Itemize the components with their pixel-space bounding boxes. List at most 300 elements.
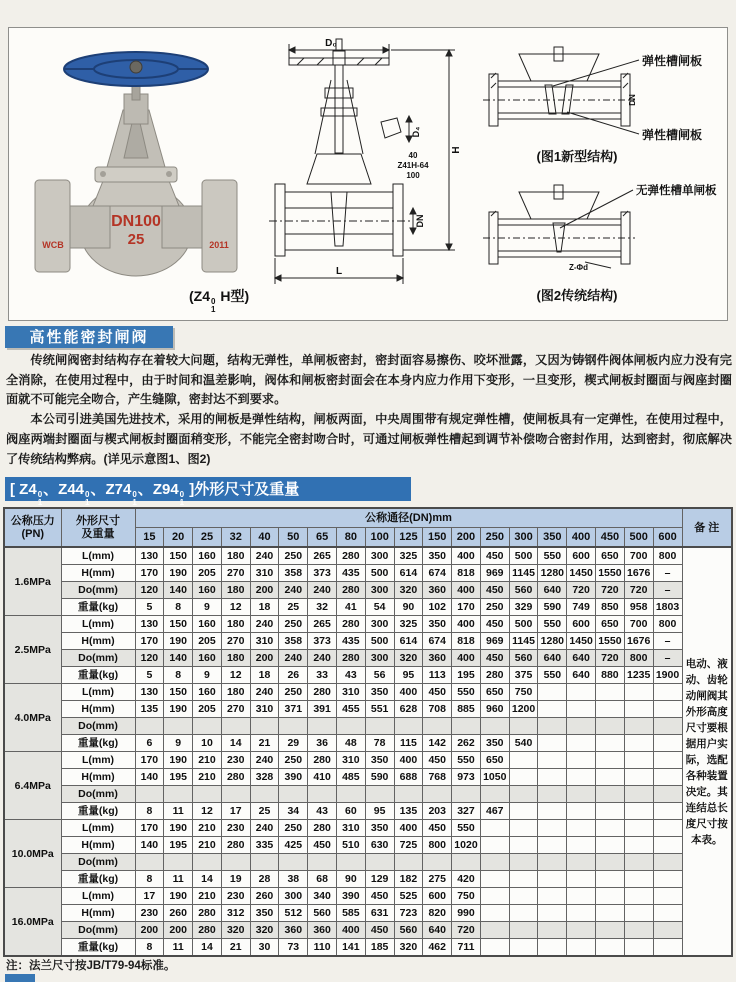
- paragraph-2: 本公司引进美国先进技术，采用的闸板是弹性结构，闸板两面，中央周围带有规定弹性槽，使闸板具有一定弹性，在使用过程中，阀座两端封圈面与楔式闸板封圈面稍变形，不能完全密封吻合时，可通过闸板弹性槽起到调节补偿吻合密封作用，达到密封，彻底解决了传统结构弊病。(详见示意图1、图2): [6, 412, 732, 466]
- dim-value-cell: 335: [250, 837, 279, 854]
- dim-value-cell: 68: [308, 871, 337, 888]
- dim-value-cell: 500: [509, 547, 538, 565]
- dim-value-cell: [596, 837, 625, 854]
- row-label-cell: 重量(kg): [61, 735, 135, 752]
- dim-value-cell: 725: [394, 837, 423, 854]
- dim-value-cell: 182: [394, 871, 423, 888]
- dim-value-cell: 800: [423, 837, 452, 854]
- dim-value-cell: 512: [279, 905, 308, 922]
- table-row: [4, 820, 732, 837]
- dim-value-cell: 350: [365, 820, 394, 837]
- dim-value-cell: 203: [423, 803, 452, 820]
- row-label-cell: Do(mm): [61, 582, 135, 599]
- dim-value-cell: [653, 939, 682, 957]
- dim-value-cell: [624, 684, 653, 701]
- drawing-note-model: Z41H-64: [397, 161, 429, 170]
- row-label-cell: L(mm): [61, 616, 135, 633]
- dn-col-header: 250: [480, 528, 509, 548]
- dim-value-cell: 425: [279, 837, 308, 854]
- dim-value-cell: 300: [279, 888, 308, 905]
- dim-value-cell: 400: [394, 752, 423, 769]
- dim-value-cell: 26: [279, 667, 308, 684]
- dn-col-header: 15: [135, 528, 164, 548]
- dim-value-cell: 18: [250, 599, 279, 616]
- dim-label-d0: D₀: [325, 38, 337, 49]
- dim-value-cell: [653, 803, 682, 820]
- table-row: [4, 888, 732, 905]
- dim-value-cell: 120: [135, 582, 164, 599]
- dim-value-cell: 195: [164, 769, 193, 786]
- dim-value-cell: [596, 718, 625, 735]
- dim-value-cell: [394, 718, 423, 735]
- table-row: [4, 752, 732, 769]
- dn-col-header: 300: [509, 528, 538, 548]
- model-sub: 1: [211, 305, 216, 314]
- dim-value-cell: 640: [567, 667, 596, 684]
- dim-value-cell: 350: [480, 735, 509, 752]
- dim-value-cell: 54: [365, 599, 394, 616]
- dim-value-cell: 280: [480, 667, 509, 684]
- dim-value-cell: 12: [221, 667, 250, 684]
- row-label-cell: Do(mm): [61, 786, 135, 803]
- dim-value-cell: [509, 718, 538, 735]
- dim-value-cell: [567, 871, 596, 888]
- dn-col-header: 65: [308, 528, 337, 548]
- dim-value-cell: 450: [423, 820, 452, 837]
- dim-value-cell: 142: [423, 735, 452, 752]
- dim-value-cell: 720: [596, 650, 625, 667]
- dim-value-cell: [394, 786, 423, 803]
- dim-value-cell: [509, 752, 538, 769]
- row-label-cell: L(mm): [61, 547, 135, 565]
- row-label-cell: H(mm): [61, 565, 135, 582]
- dim-value-cell: 205: [193, 633, 222, 650]
- dim-value-cell: [624, 871, 653, 888]
- dim-value-cell: 130: [135, 547, 164, 565]
- row-label-cell: H(mm): [61, 905, 135, 922]
- dim-value-cell: 270: [221, 565, 250, 582]
- dim-value-cell: 180: [221, 650, 250, 667]
- dim-value-cell: 400: [336, 922, 365, 939]
- dim-value-cell: 551: [365, 701, 394, 718]
- dn-col-header: 80: [336, 528, 365, 548]
- dim-value-cell: 327: [452, 803, 481, 820]
- dim-value-cell: [567, 803, 596, 820]
- dim-value-cell: [509, 939, 538, 957]
- dim-value-cell: 650: [480, 752, 509, 769]
- dim-value-cell: 510: [336, 837, 365, 854]
- dim-value-cell: 560: [308, 905, 337, 922]
- photo-mark-dn100: DN100: [111, 213, 161, 230]
- dim-value-cell: 880: [596, 667, 625, 684]
- dim-value-cell: [135, 718, 164, 735]
- dim-value-cell: 190: [164, 888, 193, 905]
- dim-value-cell: 230: [221, 752, 250, 769]
- dim-value-cell: [624, 735, 653, 752]
- dn-col-header: 40: [250, 528, 279, 548]
- dim-value-cell: 250: [279, 752, 308, 769]
- dim-value-cell: 140: [164, 650, 193, 667]
- dim-value-cell: [538, 684, 567, 701]
- description-text: [6, 351, 732, 469]
- dim-value-cell: 450: [308, 837, 337, 854]
- dim-value-cell: 185: [365, 939, 394, 957]
- dim-value-cell: [480, 854, 509, 871]
- dim-value-cell: 818: [452, 565, 481, 582]
- dim-value-cell: 280: [193, 922, 222, 939]
- dim-value-cell: 240: [250, 616, 279, 633]
- dim-value-cell: [567, 786, 596, 803]
- dim-value-cell: 711: [452, 939, 481, 957]
- fig2-label: 无弹性槽单闸板: [636, 185, 717, 197]
- dim-value-cell: [308, 854, 337, 871]
- dim-value-cell: 250: [279, 684, 308, 701]
- dim-value-cell: 265: [308, 616, 337, 633]
- table-row: [4, 871, 732, 888]
- dim-value-cell: 275: [423, 871, 452, 888]
- dim-value-cell: 340: [308, 888, 337, 905]
- dim-value-cell: 113: [423, 667, 452, 684]
- dim-value-cell: [653, 735, 682, 752]
- table-row: [4, 650, 732, 667]
- dim-value-cell: 650: [480, 684, 509, 701]
- dim-value-cell: 11: [164, 803, 193, 820]
- dim-value-cell: 21: [250, 735, 279, 752]
- dim-value-cell: 500: [365, 633, 394, 650]
- dim-value-cell: 350: [365, 684, 394, 701]
- dim-value-cell: 230: [221, 888, 250, 905]
- dim-value-cell: [538, 735, 567, 752]
- dim-value-cell: 280: [336, 650, 365, 667]
- dim-value-cell: 400: [452, 650, 481, 667]
- dim-value-cell: 320: [394, 939, 423, 957]
- dim-value-cell: [567, 684, 596, 701]
- dim-value-cell: [509, 854, 538, 871]
- dim-value-cell: 21: [221, 939, 250, 957]
- dim-value-cell: 320: [250, 922, 279, 939]
- dim-value-cell: [509, 871, 538, 888]
- dim-value-cell: 400: [452, 582, 481, 599]
- dim-value-cell: 325: [394, 616, 423, 633]
- fig2-dim-label: Z-Φd: [569, 263, 589, 272]
- dim-value-cell: [653, 888, 682, 905]
- dim-label-h: H: [451, 146, 462, 154]
- dim-value-cell: [480, 786, 509, 803]
- dim-value-cell: 400: [452, 547, 481, 565]
- dim-value-cell: [423, 786, 452, 803]
- dim-value-cell: [567, 905, 596, 922]
- dim-value-cell: [480, 939, 509, 957]
- dim-value-cell: 700: [624, 547, 653, 565]
- dim-value-cell: 205: [193, 565, 222, 582]
- dim-value-cell: 600: [423, 888, 452, 905]
- dim-value-cell: 640: [567, 650, 596, 667]
- dim-value-cell: 590: [538, 599, 567, 616]
- dim-value-cell: [509, 786, 538, 803]
- dim-value-cell: [308, 718, 337, 735]
- dim-value-cell: 540: [509, 735, 538, 752]
- fig1-label-bottom: 弹性槽闸板: [642, 128, 703, 142]
- dim-value-cell: 135: [394, 803, 423, 820]
- dim-value-cell: [596, 684, 625, 701]
- dim-value-cell: [567, 837, 596, 854]
- dim-value-cell: 720: [596, 582, 625, 599]
- dim-value-cell: 200: [250, 650, 279, 667]
- dim-value-cell: 28: [250, 871, 279, 888]
- dim-value-cell: [596, 786, 625, 803]
- pressure-cell: 1.6MPa: [4, 547, 61, 616]
- dim-value-cell: 210: [193, 888, 222, 905]
- dim-value-cell: 614: [394, 633, 423, 650]
- dim-value-cell: [624, 718, 653, 735]
- dn-col-header: 25: [193, 528, 222, 548]
- dim-value-cell: [365, 786, 394, 803]
- dim-value-cell: 56: [365, 667, 394, 684]
- dim-value-cell: 8: [164, 667, 193, 684]
- dim-value-cell: 210: [193, 820, 222, 837]
- dim-value-cell: 1676: [624, 565, 653, 582]
- dim-value-cell: [624, 854, 653, 871]
- dn-col-header: 400: [567, 528, 596, 548]
- dim-value-cell: 1550: [596, 565, 625, 582]
- dim-value-cell: [480, 905, 509, 922]
- dim-value-cell: 280: [336, 616, 365, 633]
- next-section-stub: [5, 974, 35, 982]
- dim-value-cell: [653, 854, 682, 871]
- dim-value-cell: 180: [221, 684, 250, 701]
- table-row: [4, 922, 732, 939]
- dim-value-cell: 240: [279, 650, 308, 667]
- row-label-cell: 重量(kg): [61, 803, 135, 820]
- dim-value-cell: 36: [308, 735, 337, 752]
- fig1-caption: (图1新型结构): [536, 149, 618, 164]
- dim-value-cell: [538, 871, 567, 888]
- dim-value-cell: 270: [221, 701, 250, 718]
- image-panel: [8, 27, 728, 321]
- dim-value-cell: [250, 718, 279, 735]
- dim-value-cell: 420: [452, 871, 481, 888]
- dim-value-cell: 640: [538, 582, 567, 599]
- dim-value-cell: 631: [365, 905, 394, 922]
- table-row: [4, 684, 732, 701]
- header-dims: [61, 508, 135, 547]
- dim-value-cell: 230: [221, 820, 250, 837]
- dim-value-cell: [480, 718, 509, 735]
- dim-value-cell: 550: [452, 820, 481, 837]
- dim-value-cell: 150: [164, 684, 193, 701]
- dim-value-cell: 800: [653, 616, 682, 633]
- dim-value-cell: 435: [336, 565, 365, 582]
- paragraph-1: 传统闸阀密封结构存在着较大问题，结构无弹性，单闸板密封，密封面容易擦伤、咬坏泄露，又因为铸钢件阀体闸板内应力没有完全消除，在使用过程中，由于时间和温差影响，阀体和闸板密封面会在本身内应力作用下变形，一旦变形，楔式闸板封圈面与阀座封圈面就不可能完全吻合，产生缝隙，密封达不到要求。: [6, 353, 732, 407]
- row-label-cell: L(mm): [61, 684, 135, 701]
- dim-value-cell: [452, 854, 481, 871]
- table-row: [4, 905, 732, 922]
- dim-value-cell: 260: [164, 905, 193, 922]
- header-dn-span: 公称通径(DN)mm: [135, 508, 682, 528]
- row-label-cell: Do(mm): [61, 718, 135, 735]
- dim-value-cell: [509, 837, 538, 854]
- dn-col-header: 32: [221, 528, 250, 548]
- dim-value-cell: 280: [336, 582, 365, 599]
- dim-value-cell: [365, 854, 394, 871]
- dim-value-cell: [509, 769, 538, 786]
- dim-value-cell: 205: [193, 701, 222, 718]
- dim-value-cell: 320: [394, 582, 423, 599]
- dim-value-cell: 390: [279, 769, 308, 786]
- dim-value-cell: 160: [193, 616, 222, 633]
- dim-value-cell: 14: [193, 871, 222, 888]
- dim-value-cell: 749: [567, 599, 596, 616]
- dim-value-cell: 450: [423, 752, 452, 769]
- dim-value-cell: [423, 718, 452, 735]
- dim-value-cell: 614: [394, 565, 423, 582]
- dim-value-cell: [250, 854, 279, 871]
- dim-value-cell: 400: [394, 820, 423, 837]
- dim-value-cell: 628: [394, 701, 423, 718]
- dim-value-cell: 300: [365, 547, 394, 565]
- row-label-cell: H(mm): [61, 837, 135, 854]
- dim-value-cell: 462: [423, 939, 452, 957]
- model-code: Z94: [152, 481, 179, 498]
- bolt: [100, 171, 106, 177]
- dim-value-cell: 130: [135, 684, 164, 701]
- dim-value-cell: [624, 905, 653, 922]
- dim-value-cell: 320: [221, 922, 250, 939]
- dim-value-cell: [653, 922, 682, 939]
- dim-value-cell: 850: [596, 599, 625, 616]
- dim-value-cell: 33: [308, 667, 337, 684]
- dim-value-cell: 210: [193, 837, 222, 854]
- dim-value-cell: [509, 905, 538, 922]
- dim-value-cell: 485: [336, 769, 365, 786]
- dim-value-cell: [538, 905, 567, 922]
- pressure-cell: 2.5MPa: [4, 616, 61, 684]
- dim-value-cell: 34: [279, 803, 308, 820]
- dim-value-cell: [365, 718, 394, 735]
- row-label-cell: H(mm): [61, 769, 135, 786]
- dim-value-cell: [135, 854, 164, 871]
- dim-value-cell: 240: [250, 547, 279, 565]
- dim-value-cell: 1280: [538, 565, 567, 582]
- dim-value-cell: 450: [480, 650, 509, 667]
- dim-value-cell: 750: [452, 888, 481, 905]
- fig1-label-top: 弹性槽闸板: [642, 54, 703, 68]
- dim-value-cell: 329: [509, 599, 538, 616]
- dn-col-header: 150: [423, 528, 452, 548]
- dim-value-cell: 400: [452, 616, 481, 633]
- fig1-diagram: [481, 44, 721, 146]
- dim-value-cell: [567, 922, 596, 939]
- dim-value-cell: 280: [308, 752, 337, 769]
- dim-value-cell: 467: [480, 803, 509, 820]
- table-row: [4, 565, 732, 582]
- model-sup: 0: [211, 297, 216, 306]
- left-neck: [70, 206, 110, 248]
- dim-value-cell: 820: [423, 905, 452, 922]
- dim-value-cell: [596, 922, 625, 939]
- dim-value-cell: [653, 786, 682, 803]
- dim-value-cell: 350: [250, 905, 279, 922]
- dim-value-cell: 373: [308, 633, 337, 650]
- dim-value-cell: 1803: [653, 599, 682, 616]
- dim-value-cell: 135: [135, 701, 164, 718]
- dim-value-cell: 550: [538, 547, 567, 565]
- dim-value-cell: 280: [308, 684, 337, 701]
- dim-value-cell: [596, 735, 625, 752]
- dim-value-cell: [624, 786, 653, 803]
- dim-value-cell: [653, 769, 682, 786]
- dim-value-cell: 450: [480, 582, 509, 599]
- row-label-cell: L(mm): [61, 752, 135, 769]
- dim-value-cell: 95: [365, 803, 394, 820]
- table-row: [4, 616, 732, 633]
- fig2-caption: (图2传统结构): [536, 288, 618, 303]
- row-label-cell: Do(mm): [61, 650, 135, 667]
- dim-value-cell: 250: [279, 547, 308, 565]
- dim-value-cell: 19: [221, 871, 250, 888]
- table-row: [4, 718, 732, 735]
- row-label-cell: 重量(kg): [61, 871, 135, 888]
- dim-value-cell: [538, 752, 567, 769]
- dim-value-cell: 170: [135, 820, 164, 837]
- dim-value-cell: 500: [509, 616, 538, 633]
- dim-value-cell: 11: [164, 939, 193, 957]
- dim-value-cell: 325: [394, 547, 423, 565]
- header-dims-line1: 外形尺寸: [76, 514, 120, 527]
- dim-value-cell: [538, 718, 567, 735]
- dim-value-cell: 320: [394, 650, 423, 667]
- dim-value-cell: 170: [452, 599, 481, 616]
- section-title-performance: 高性能密封闸阀: [5, 326, 173, 348]
- dim-value-cell: 150: [164, 616, 193, 633]
- dim-value-cell: 969: [480, 633, 509, 650]
- photo-mark-25: 25: [127, 231, 145, 248]
- dim-value-cell: 1020: [452, 837, 481, 854]
- dim-value-cell: 310: [250, 565, 279, 582]
- dim-value-cell: 240: [308, 582, 337, 599]
- dim-value-cell: 140: [135, 837, 164, 854]
- dim-value-cell: [567, 854, 596, 871]
- drawing-note-40: 40: [408, 151, 418, 160]
- model-caption-pre: (Z4: [189, 288, 210, 304]
- dim-value-cell: 170: [135, 565, 164, 582]
- dim-value-cell: [336, 718, 365, 735]
- dim-label-d4: D₄: [411, 126, 421, 138]
- dim-value-cell: –: [653, 650, 682, 667]
- dn-col-header: 450: [596, 528, 625, 548]
- dim-value-cell: [509, 922, 538, 939]
- dim-value-cell: 140: [135, 769, 164, 786]
- dim-value-cell: 180: [221, 582, 250, 599]
- dim-value-cell: 270: [221, 633, 250, 650]
- dim-value-cell: 30: [250, 939, 279, 957]
- dim-value-cell: 708: [423, 701, 452, 718]
- model-code: Z4: [19, 481, 37, 498]
- dim-value-cell: [567, 752, 596, 769]
- table-row: [4, 939, 732, 957]
- dim-value-cell: 210: [193, 752, 222, 769]
- dim-value-cell: 200: [250, 582, 279, 599]
- dim-value-cell: 435: [336, 633, 365, 650]
- dim-value-cell: [567, 701, 596, 718]
- dim-value-cell: [423, 854, 452, 871]
- dim-value-cell: 375: [509, 667, 538, 684]
- dim-value-cell: 190: [164, 565, 193, 582]
- dim-value-cell: [193, 718, 222, 735]
- dim-value-cell: 550: [452, 752, 481, 769]
- dim-value-cell: 17: [135, 888, 164, 905]
- dim-value-cell: 190: [164, 701, 193, 718]
